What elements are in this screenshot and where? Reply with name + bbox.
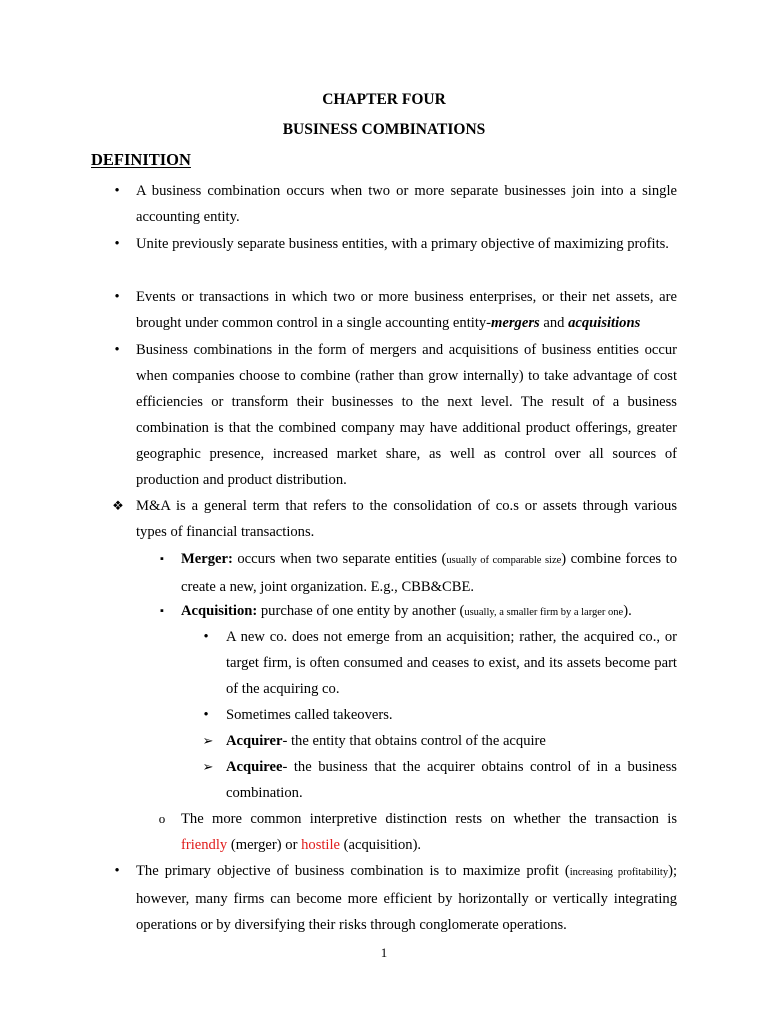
text-run: The more common interpretive distinction rests on whether the transaction is <box>181 811 677 827</box>
acquisitions-term: acquisitions <box>568 315 641 331</box>
text-run: ). <box>623 603 632 619</box>
list-item <box>136 337 677 493</box>
definition-heading: DEFINITION <box>91 150 191 169</box>
text-run: Events or transactions in which two or more business enterprises, or their net assets, are brought under common control in a single accounting entity- <box>136 289 677 331</box>
list-item <box>226 754 677 806</box>
bullet-icon: • <box>203 707 209 723</box>
diamond-bullet-icon: ❖ <box>112 498 124 513</box>
list-item-text: A new co. does not emerge from an acquisition; rather, the acquired co., or target firm, is often consumed and ceases to exist, and its assets become part of the acquiring co. <box>226 629 677 697</box>
text-run: occurs when two separate entities ( <box>232 551 447 567</box>
mergers-term: mergers <box>491 315 540 331</box>
bullet-icon: • <box>114 342 120 358</box>
acquiree-label: Acquiree <box>226 759 283 775</box>
hostile-term: hostile <box>301 837 341 853</box>
arrow-bullet-icon: ➢ <box>202 733 214 748</box>
bullet-icon: • <box>114 183 120 199</box>
text-run: - the business that the acquirer obtains control of in a business combination. <box>226 759 677 801</box>
text-run: and <box>539 315 569 331</box>
text-run: usually, a smaller firm by a larger one <box>464 607 624 618</box>
list-item <box>181 806 677 858</box>
list-item <box>136 178 677 230</box>
list-item-text <box>181 546 677 600</box>
merger-label: Merger: <box>181 551 233 567</box>
list-item <box>136 493 677 545</box>
text-run: ) combine forces to create a new, joint organization. E.g., CBB&CBE. <box>181 551 677 595</box>
list-item <box>181 546 677 600</box>
list-item-text <box>181 598 677 626</box>
bullet-icon: • <box>114 863 120 879</box>
square-bullet-icon: ▪ <box>160 605 164 617</box>
chapter-title: BUSINESS COMBINATIONS <box>282 121 486 138</box>
list-item-text <box>226 728 677 754</box>
text-run: (merger) or <box>227 837 302 853</box>
list-item <box>226 702 677 728</box>
list-item-text <box>136 858 677 938</box>
list-item <box>136 231 677 257</box>
list-item-text <box>136 284 677 336</box>
list-item-text: M&A is a general term that refers to the consolidation of co.s or assets through various types of financial transactions. <box>136 498 677 540</box>
friendly-term: friendly <box>181 837 228 853</box>
page-number: 1 <box>380 945 388 960</box>
list-item <box>226 624 677 702</box>
acquirer-label: Acquirer <box>226 733 283 749</box>
list-item <box>226 728 677 754</box>
text-run: purchase of one entity by another ( <box>257 603 465 619</box>
circle-bullet-icon: o <box>158 811 166 826</box>
text-run: usually of comparable size <box>446 555 562 566</box>
list-item-text <box>226 754 677 806</box>
arrow-bullet-icon: ➢ <box>202 759 214 774</box>
text-run: The primary objective of business combination is to maximize profit ( <box>136 863 570 879</box>
square-bullet-icon: ▪ <box>160 553 164 565</box>
list-item <box>136 284 677 336</box>
list-item-text: Unite previously separate business entities, with a primary objective of maximizing profits. <box>136 236 669 252</box>
bullet-icon: • <box>114 236 120 252</box>
list-item-text <box>181 806 677 858</box>
list-item <box>136 858 677 938</box>
bullet-icon: • <box>203 629 209 645</box>
text-run: ); however, many firms can become more efficient by horizontally or vertically integrating operations or by diversifying their risks through conglomerate operations. <box>136 863 677 933</box>
acquisition-label: Acquisition: <box>181 603 258 619</box>
list-item-text: A business combination occurs when two or more separate businesses join into a single accounting entity. <box>136 183 677 225</box>
list-item-text: Sometimes called takeovers. <box>226 707 393 723</box>
list-item <box>181 598 677 626</box>
bullet-icon: • <box>114 289 120 305</box>
chapter-label: CHAPTER FOUR <box>322 91 446 108</box>
text-run: - the entity that obtains control of the acquire <box>282 733 546 749</box>
text-run: (acquisition). <box>340 837 422 853</box>
text-run: increasing profitability <box>569 867 669 878</box>
list-item-text: Business combinations in the form of mergers and acquisitions of business entities occur when companies choose to combine (rather than grow internally) to take advantage of cost efficiencies or transform their businesses to the next level. The result of a business combination is that the combined company may have additional product offerings, greater geographic presence, increased market share, as well as control over all sources of production and product distribution. <box>136 342 677 488</box>
